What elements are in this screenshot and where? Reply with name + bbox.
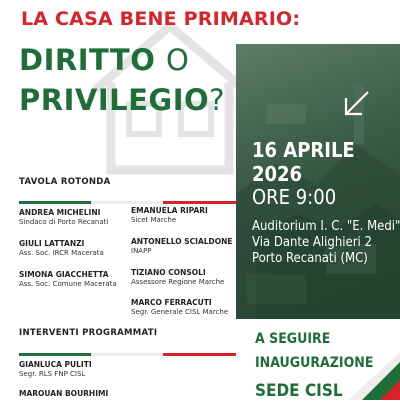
title-line-2	[19, 43, 189, 77]
title-line-3-thin: ?	[209, 83, 226, 117]
speaker-role: Segr. Generale CISL Marche	[131, 308, 229, 316]
speaker-name: ANDREA MICHELINI	[19, 208, 101, 217]
speaker-role: Sindaco di Porto Recanati	[19, 218, 109, 226]
speaker-name: ANTONELLO SCIALDONE	[131, 237, 233, 246]
intervention-name: GIANLUCA PULITI	[19, 360, 92, 369]
event-venue-name: Auditorium I. C. "E. Medi"	[252, 219, 400, 234]
speaker-name: SIMONA GIACCHETTA	[19, 270, 109, 279]
speaker-role: INAPP	[131, 247, 152, 255]
event-time: ORE 9:00	[252, 185, 337, 209]
speaker-role: Ass. Soc. Comune Macerata	[19, 280, 117, 288]
intervention-name: MAROUAN BOURHIMI	[19, 389, 109, 398]
tricolor-corner-decoration	[348, 352, 400, 400]
section-interventions-heading: INTERVENTI PROGRAMMATI	[19, 328, 158, 338]
speaker-role: Assessore Regione Marche	[131, 278, 225, 286]
event-venue-street: Via Dante Alighieri 2	[252, 235, 372, 250]
following-event: INAUGURAZIONE	[255, 355, 374, 371]
event-venue-city: Porto Recanati (MC)	[252, 251, 368, 266]
speaker-name: EMANUELA RIPARI	[131, 206, 208, 215]
section-roundtable-heading: TAVOLA ROTONDA	[19, 177, 111, 187]
title-line-2-bold: DIRITTO	[19, 43, 156, 77]
section-divider	[19, 189, 236, 192]
arrow-down-left-icon	[341, 89, 371, 119]
following-headquarters: SEDE CISL	[255, 381, 343, 401]
title-line-3-bold: PRIVILEGIO	[19, 83, 210, 117]
following-label: A SEGUIRE	[255, 331, 331, 347]
speaker-name: MARCO FERRACUTI	[131, 298, 212, 307]
section-divider	[19, 341, 236, 344]
speaker-role: Sicet Marche	[131, 216, 177, 224]
title-line-2-thin: O	[165, 43, 190, 77]
event-date: 16 APRILE	[252, 138, 355, 162]
speaker-role: Ass. Soc. IRCR Macerata	[19, 249, 104, 257]
speaker-name: TIZIANO CONSOLI	[131, 268, 206, 277]
intervention-role: Segr. RLS FNP CISL	[19, 370, 86, 378]
title-line-1: LA CASA BENE PRIMARIO:	[21, 8, 301, 30]
title-line-3	[19, 83, 225, 117]
event-year: 2026	[252, 162, 303, 186]
speaker-name: GIULI LATTANZI	[19, 239, 85, 248]
